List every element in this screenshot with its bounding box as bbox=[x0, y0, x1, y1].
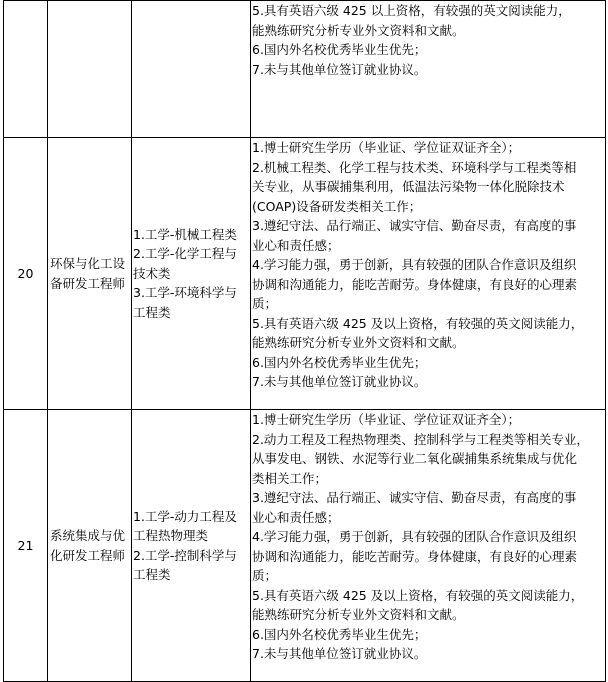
requirement-line: 1.博士研究生学历（毕业证、学位证双证齐全）； bbox=[252, 412, 521, 427]
major-line: 工程热物理类 bbox=[133, 528, 209, 543]
requirement-line: (COAP)设备研发类相关工作； bbox=[252, 198, 422, 214]
requirement-line: 5.具有英语六级 425 及以上资格，有较强的英文阅读能力， bbox=[252, 315, 584, 331]
requirement-line: 业心和责任感； bbox=[252, 509, 340, 525]
requirement-line: 质； bbox=[252, 568, 278, 583]
major-line: 3.工学-环境科学与 bbox=[133, 285, 237, 301]
majors-cell bbox=[132, 138, 251, 410]
requirement-line: 4.学习能力强，勇于创新，具有较强的团队合作意识及组织 bbox=[252, 257, 577, 272]
major-line: 1.工学-动力工程及 bbox=[133, 508, 237, 524]
requirements-cell bbox=[251, 410, 606, 682]
table-row bbox=[4, 1, 606, 138]
position-cell bbox=[48, 410, 132, 682]
requirements-cell bbox=[251, 1, 606, 138]
requirement-line: 关专业，从事碳捕集利用，低温法污染物一体化脱除技术 bbox=[252, 179, 565, 194]
requirement-line: 能熟练研究分析专业外文资料和文献。 bbox=[252, 335, 465, 350]
majors-cell bbox=[132, 1, 251, 138]
requirement-line: 2.机械工程类、化学工程与技术类、环境科学与工程类等相 bbox=[252, 159, 577, 175]
requirement-line: 能熟练研究分析专业外文资料和文献。 bbox=[252, 22, 465, 38]
requirement-line: 5.具有英语六级 425 及以上资格，有较强的英文阅读能力， bbox=[252, 587, 584, 603]
recruitment-table bbox=[3, 0, 606, 682]
row-index bbox=[4, 410, 48, 682]
requirements-cell bbox=[251, 138, 606, 410]
major-line: 技术类 bbox=[133, 265, 171, 281]
table-row bbox=[4, 138, 606, 410]
requirement-line: 6.国内外名校优秀毕业生优先； bbox=[252, 354, 427, 370]
requirement-line: 3.遵纪守法、品行端正、诚实守信、勤奋尽责，有高度的事 bbox=[252, 218, 577, 233]
position-line: 系统集成与优 bbox=[50, 528, 126, 543]
requirement-line: 5.具有英语六级 425 以上资格，有较强的英文阅读能力， bbox=[252, 3, 571, 18]
major-line: 2.工学-控制科学与 bbox=[133, 547, 237, 563]
row-index bbox=[4, 138, 48, 410]
requirement-line: 协调和沟通能力，能吃苦耐劳。身体健康，有良好的心理素 bbox=[252, 548, 578, 564]
requirement-line: 7.未与其他单位签订就业协议。 bbox=[252, 374, 427, 389]
requirement-line: 6.国内外名校优秀毕业生优先； bbox=[252, 626, 427, 642]
requirement-line: 4.学习能力强，勇于创新，具有较强的团队合作意识及组织 bbox=[252, 529, 577, 544]
position-line: 化研发工程师 bbox=[50, 547, 126, 563]
requirement-line: 业心和责任感； bbox=[252, 237, 340, 253]
position-line: 备研发工程师 bbox=[50, 275, 126, 291]
requirement-line: 1.博士研究生学历（毕业证、学位证双证齐全）； bbox=[252, 140, 521, 155]
position-cell bbox=[48, 138, 132, 410]
major-line: 2.工学-化学工程与 bbox=[133, 246, 237, 262]
requirement-line: 协调和沟通能力，能吃苦耐劳。身体健康，有良好的心理素 bbox=[252, 276, 578, 292]
requirement-line: 能熟练研究分析专业外文资料和文献。 bbox=[252, 607, 465, 622]
requirement-line: 7.未与其他单位签订就业协议。 bbox=[252, 646, 427, 661]
requirement-line: 2.动力工程及工程热物理类、控制科学与工程类等相关专业， bbox=[252, 431, 589, 447]
requirement-line: 类相关工作； bbox=[252, 470, 328, 486]
major-line: 工程类 bbox=[133, 567, 171, 582]
major-line: 工程类 bbox=[133, 304, 171, 320]
requirement-line: 3.遵纪守法、品行端正、诚实守信、勤奋尽责，有高度的事 bbox=[252, 490, 577, 505]
position-cell bbox=[48, 1, 132, 138]
row-index-text: 20 bbox=[17, 265, 34, 281]
position-line: 环保与化工设 bbox=[50, 256, 126, 271]
requirement-line: 质； bbox=[252, 296, 278, 311]
requirement-line: 6.国内外名校优秀毕业生优先； bbox=[252, 42, 427, 57]
requirement-line: 从事发电、钢铁、水泥等行业二氧化碳捕集系统集成与优化 bbox=[252, 451, 578, 466]
major-line: 1.工学-机械工程类 bbox=[133, 226, 237, 242]
requirement-line: 7.未与其他单位签订就业协议。 bbox=[252, 61, 427, 77]
row-index bbox=[4, 1, 48, 138]
row-index-text: 21 bbox=[17, 537, 34, 553]
table-row bbox=[4, 410, 606, 682]
majors-cell bbox=[132, 410, 251, 682]
